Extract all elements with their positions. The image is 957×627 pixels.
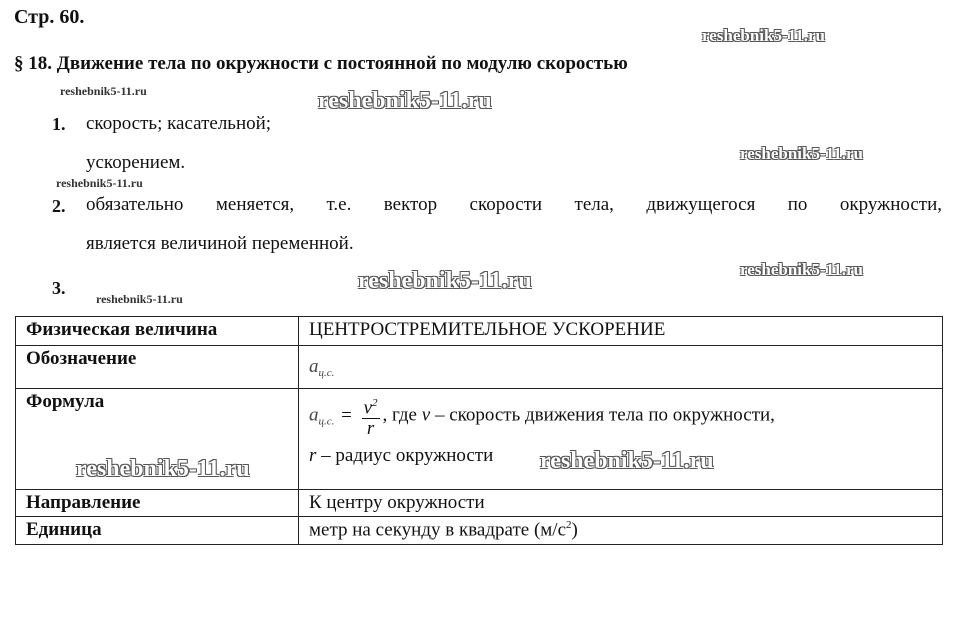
unit-exponent: 2: [566, 519, 572, 531]
equals-sign: =: [341, 404, 352, 426]
table-row: [16, 346, 943, 389]
watermark: reshebnik5-11.ru: [740, 144, 863, 163]
unit-text: метр на секунду в квадрате (м/с: [309, 519, 567, 541]
section-title: § 18. Движение тела по окружности с постоянной по модулю скоростью: [14, 53, 628, 74]
unit-cell: [299, 517, 943, 545]
unit-close: ): [571, 519, 578, 541]
watermark: reshebnik5-11.ru: [702, 26, 825, 45]
symbol-subscript: ц.с.: [318, 367, 335, 379]
fraction-denominator: r: [366, 418, 375, 440]
row-label: Формула: [16, 389, 299, 490]
formula-line: [309, 393, 932, 439]
row-value: К центру окружности: [299, 490, 943, 517]
answer-number: 2.: [52, 196, 66, 216]
watermark: reshebnik5-11.ru: [318, 88, 492, 114]
velocity-variable: v: [421, 404, 431, 426]
watermark: reshebnik5-11.ru: [740, 260, 863, 279]
answer-number: 3.: [52, 278, 66, 298]
formula-subscript: ц.с.: [318, 415, 335, 428]
answer-text: обязательно меняется, т.е. вектор скорости тела, движущегося по окружности,: [86, 194, 942, 215]
row-value: ЦЕНТРОСТРЕМИТЕЛЬНОЕ УСКОРЕНИЕ: [299, 317, 943, 346]
velocity-description: – скорость движения тела по окружности,: [434, 404, 775, 426]
answer-number: 1.: [52, 114, 66, 134]
radius-description: – радиус окружности: [321, 445, 494, 467]
answer-text: является величиной переменной.: [86, 233, 354, 254]
row-label: Направление: [16, 490, 299, 517]
formula-fraction: [362, 393, 380, 439]
radius-variable: r: [309, 445, 317, 467]
watermark: reshebnik5-11.ru: [76, 456, 250, 482]
formula-variable: a: [309, 404, 319, 426]
watermark: reshebnik5-11.ru: [60, 84, 147, 98]
table-row: [16, 317, 943, 346]
table-row: [16, 517, 943, 545]
watermark: reshebnik5-11.ru: [358, 268, 532, 294]
formula-where: , где: [382, 404, 417, 426]
watermark: reshebnik5-11.ru: [540, 448, 714, 474]
table-row: [16, 490, 943, 517]
page-number: Стр. 60.: [14, 6, 85, 28]
symbol-cell: [299, 346, 943, 389]
numerator-exponent: 2: [372, 397, 378, 409]
row-label: Обозначение: [16, 346, 299, 389]
answer-text: скорость; касательной;: [86, 113, 272, 134]
symbol-variable: a: [309, 356, 319, 377]
row-label: Единица: [16, 517, 299, 545]
properties-table: [15, 316, 943, 545]
answer-text: ускорением.: [86, 152, 186, 173]
fraction-numerator: v: [363, 397, 373, 419]
watermark: reshebnik5-11.ru: [96, 292, 183, 306]
row-label: Физическая величина: [16, 317, 299, 346]
watermark: reshebnik5-11.ru: [56, 176, 143, 190]
